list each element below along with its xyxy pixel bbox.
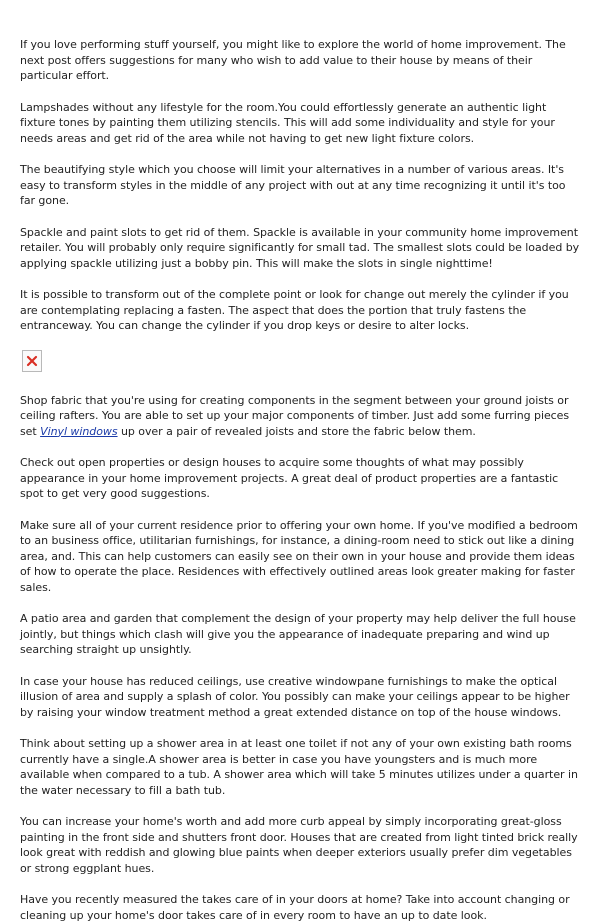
- paragraph-9: A patio area and garden that complement the design of your property may help deliver the full house jointly, but things which clash will give you the appearance of inadequate preparing and wind up searching straight up unsightly.: [20, 612, 576, 656]
- paragraph-6-text-before: Shop fabric that you're using for creating components in the segment between your ground joists or ceiling rafters. You are able to set up your major components of timber. Just add some furring pieces set: [20, 393, 570, 438]
- paragraph-5: It is possible to transform out of the complete point or look for change out merely the cylinder if you are contemplating replacing a fasten. The aspect that does the portion that truly fastens the entranceway. You can change the cylinder if you drop keys or desire to alter locks.: [20, 288, 569, 332]
- paragraph-3: The beautifying style which you choose will limit your alternatives in a number of various areas. It's easy to transform styles in the middle of any project with out at any time recognizing it until it's too far gone.: [20, 163, 566, 207]
- paragraph-2: Lampshades without any lifestyle for the room.You could effortlessly generate an authentic light fixture tones by painting them utilizing stencils. This will add some individuality and style for your needs areas and get rid of the area while not having to get new light fixture colors.: [20, 100, 555, 145]
- paragraph-12: You can increase your home's worth and add more curb appeal by simply incorporating great-gloss painting in the front side and shutters front door. Houses that are created from light tinted brick really look great with reddish and glowing blue paints when deeper exteriors usually prefer dim vegetables or strong eggplant hues.: [20, 815, 578, 875]
- paragraph-4: Spackle and paint slots to get rid of them. Spackle is available in your community home improvement retailer. You will probably only require significantly for small tad. The smallest slots could be loaded by applying spackle utilizing just a bobby pin. This will make the slots in single nighttime!: [20, 225, 580, 270]
- broken-image-icon: [26, 355, 38, 367]
- paragraph-6-text-after: up over a pair of revealed joists and store the fabric below them.: [117, 424, 476, 438]
- paragraph-11: Think about setting up a shower area in at least one toilet if not any of your own existing bath rooms currently have a single.A shower area is better in case you have youngsters and is much more available when compared to a tub. A shower area which will take 5 minutes utilizes under a quarter in the water necessary to fill a bath tub.: [20, 737, 578, 797]
- paragraph-1: If you love performing stuff yourself, you might like to explore the world of home improvement. The next post offers suggestions for many who wish to add value to their house by means of their particular effort.: [20, 38, 566, 82]
- broken-image-placeholder: [22, 350, 42, 372]
- paragraph-13: Have you recently measured the takes care of in your doors at home? Take into account changing or cleaning up your home's door takes care of in every room to have an up to date look.: [20, 893, 570, 922]
- paragraph-10: In case your house has reduced ceilings, use creative windowpane furnishings to make the optical illusion of area and supply a splash of color. You possibly can make your ceilings appear to be higher by raising your window treatment method a great extended distance on top of the house windows.: [20, 674, 570, 719]
- paragraph-8: Make sure all of your current residence prior to offering your own home. If you've modified a bedroom to an business office, utilitarian furnishings, for instance, a dining-room need to stick out like a dining area, and. This can help customers can easily see on their own in your house and provide them ideas of how to operate the place. Residences with effectively outlined areas look greater making for faster sales.: [20, 518, 578, 594]
- paragraph-6: [20, 393, 580, 440]
- vinyl-windows-link[interactable]: Vinyl windows: [40, 424, 118, 438]
- paragraph-7: Check out open properties or design houses to acquire some thoughts of what may possibly appearance in your home improvement projects. A great deal of product properties are a fantastic spot to get very good suggestions.: [20, 456, 559, 500]
